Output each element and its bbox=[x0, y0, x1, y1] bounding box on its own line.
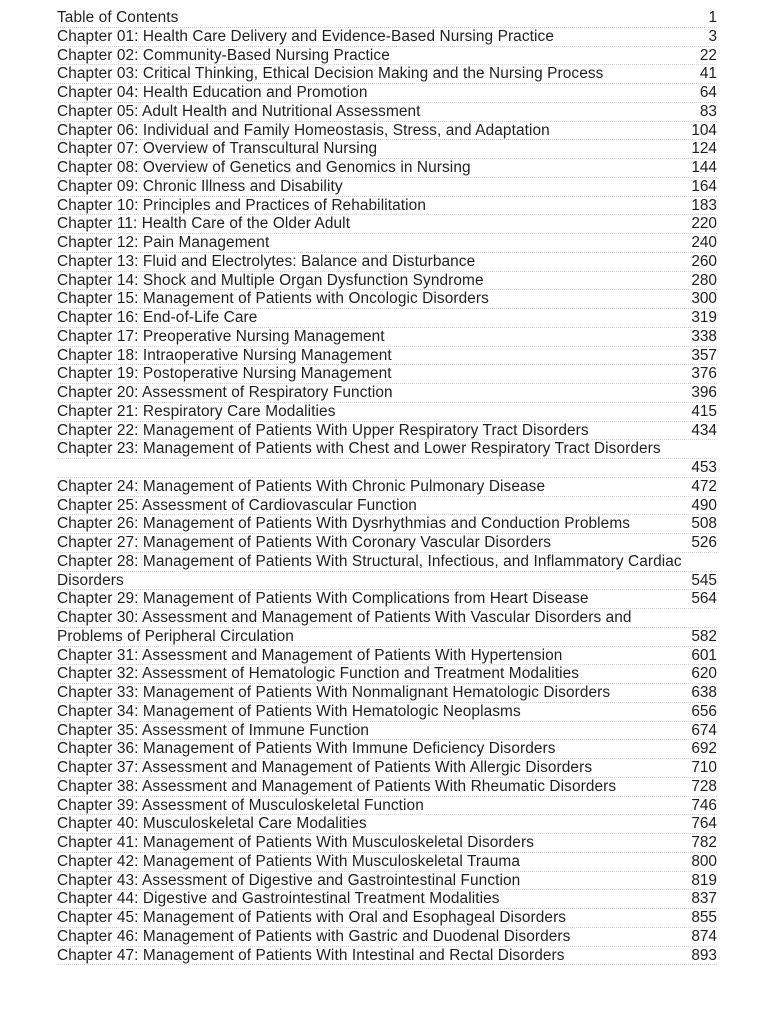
toc-entry-title: Chapter 37: Assessment and Management of Patients With Allergic Disorders bbox=[57, 759, 593, 776]
toc-entry-title: Disorders bbox=[57, 571, 124, 589]
toc-entry-title: Chapter 39: Assessment of Musculoskeletal Function bbox=[57, 796, 424, 814]
toc-row bbox=[57, 478, 717, 497]
toc-entry-page: 396 bbox=[691, 384, 717, 401]
toc-entry-title: Chapter 14: Shock and Multiple Organ Dysfunction Syndrome bbox=[57, 271, 484, 289]
toc-entry-title: Chapter 44: Digestive and Gastrointestinal Treatment Modalities bbox=[57, 890, 500, 908]
toc-entry-page: 41 bbox=[699, 65, 717, 83]
toc-entry-page: 545 bbox=[691, 571, 717, 589]
toc-entry-page: 800 bbox=[691, 852, 717, 870]
toc-entry-title: Chapter 16: End-of-Life Care bbox=[57, 309, 258, 326]
toc-row bbox=[57, 853, 717, 872]
toc-entry-page: 260 bbox=[691, 252, 717, 270]
toc-row bbox=[57, 684, 717, 703]
toc-entry-page: 728 bbox=[691, 777, 717, 795]
toc-entry-title: Chapter 05: Adult Health and Nutritional Assessment bbox=[57, 102, 421, 120]
toc-entry-page: 338 bbox=[691, 327, 717, 345]
toc-entry-title: Chapter 21: Respiratory Care Modalities bbox=[57, 402, 336, 420]
toc-row bbox=[57, 422, 717, 441]
toc-row bbox=[57, 253, 717, 272]
toc-entry-title: Chapter 30: Assessment and Management of Patients With Vascular Disorders and bbox=[57, 609, 632, 626]
toc-row bbox=[57, 572, 717, 591]
toc-entry-page: 83 bbox=[699, 102, 717, 120]
toc-row bbox=[57, 365, 717, 384]
toc-row bbox=[57, 740, 717, 759]
toc-row bbox=[57, 234, 717, 253]
toc-row bbox=[57, 722, 717, 741]
toc-entry-page: 490 bbox=[691, 496, 717, 514]
toc-entry-title: Chapter 11: Health Care of the Older Adult bbox=[57, 215, 351, 233]
toc-entry-page: 319 bbox=[691, 309, 717, 326]
toc-entry-title: Table of Contents bbox=[57, 9, 179, 26]
toc-entry-title: Chapter 10: Principles and Practices of Rehabilitation bbox=[57, 196, 426, 214]
toc-entry-title: Chapter 22: Management of Patients With Upper Respiratory Tract Disorders bbox=[57, 421, 589, 439]
toc-entry-title: Chapter 38: Assessment and Management of Patients With Rheumatic Disorders bbox=[57, 777, 617, 795]
toc-row bbox=[57, 459, 717, 478]
toc-row bbox=[57, 797, 717, 816]
toc-entry-title: Chapter 23: Management of Patients with Chest and Lower Respiratory Tract Disorders bbox=[57, 440, 661, 458]
toc-row bbox=[57, 553, 717, 572]
toc-entry-page: 819 bbox=[691, 871, 717, 889]
toc-entry-page: 656 bbox=[691, 702, 717, 720]
toc-row bbox=[57, 628, 717, 647]
toc-row bbox=[57, 84, 717, 103]
toc-entry-page: 526 bbox=[691, 534, 717, 551]
toc-entry-title: Chapter 47: Management of Patients With Intestinal and Rectal Disorders bbox=[57, 946, 565, 964]
toc-entry-title: Chapter 42: Management of Patients With Musculoskeletal Trauma bbox=[57, 852, 521, 870]
toc-entry-page: 620 bbox=[691, 665, 717, 683]
toc-entry-title: Chapter 31: Assessment and Management of Patients With Hypertension bbox=[57, 646, 563, 664]
toc-list bbox=[57, 9, 717, 965]
toc-entry-title: Chapter 02: Community-Based Nursing Practice bbox=[57, 46, 390, 64]
toc-entry-title: Chapter 17: Preoperative Nursing Management bbox=[57, 327, 385, 345]
toc-row bbox=[57, 328, 717, 347]
toc-entry-title: Chapter 01: Health Care Delivery and Evidence-Based Nursing Practice bbox=[57, 27, 554, 45]
toc-row bbox=[57, 534, 717, 553]
toc-entry-page: 837 bbox=[691, 890, 717, 908]
toc-row bbox=[57, 47, 717, 66]
toc-entry-title: Chapter 28: Management of Patients With Structural, Infectious, and Inflammatory Cardiac bbox=[57, 552, 682, 570]
toc-entry-title: Chapter 09: Chronic Illness and Disability bbox=[57, 177, 343, 195]
toc-row bbox=[57, 909, 717, 928]
toc-row bbox=[57, 928, 717, 947]
toc-entry-page: 855 bbox=[691, 909, 717, 926]
toc-entry-page: 164 bbox=[691, 177, 717, 195]
toc-row bbox=[57, 309, 717, 328]
toc-entry-page: 638 bbox=[691, 684, 717, 701]
toc-entry-page: 64 bbox=[699, 84, 717, 101]
toc-entry-title: Chapter 12: Pain Management bbox=[57, 234, 270, 251]
toc-entry-page: 300 bbox=[691, 290, 717, 308]
toc-row bbox=[57, 947, 717, 966]
toc-entry-title: Chapter 41: Management of Patients With Musculoskeletal Disorders bbox=[57, 834, 534, 851]
toc-entry-page: 601 bbox=[691, 646, 717, 664]
toc-entry-page: 144 bbox=[691, 159, 717, 176]
toc-row bbox=[57, 197, 717, 216]
toc-row bbox=[57, 122, 717, 141]
toc-entry-page: 434 bbox=[691, 421, 717, 439]
toc-entry-page: 357 bbox=[691, 346, 717, 364]
toc-row bbox=[57, 159, 717, 178]
toc-entry-title: Chapter 18: Intraoperative Nursing Management bbox=[57, 346, 392, 364]
toc-entry-page: 508 bbox=[691, 515, 717, 533]
toc-entry-page: 280 bbox=[691, 271, 717, 289]
toc-entry-page: 104 bbox=[691, 121, 717, 139]
toc-entry-page: 22 bbox=[699, 46, 717, 64]
toc-entry-title: Chapter 36: Management of Patients With Immune Deficiency Disorders bbox=[57, 740, 556, 758]
toc-row bbox=[57, 497, 717, 516]
toc-row bbox=[57, 647, 717, 666]
toc-row bbox=[57, 872, 717, 891]
toc-entry-page: 692 bbox=[691, 740, 717, 758]
toc-entry-title: Chapter 43: Assessment of Digestive and Gastrointestinal Function bbox=[57, 871, 521, 889]
toc-entry-title: Chapter 13: Fluid and Electrolytes: Balance and Disturbance bbox=[57, 252, 476, 270]
toc-entry-page: 710 bbox=[691, 759, 717, 776]
toc-row bbox=[57, 703, 717, 722]
toc-entry-title: Chapter 24: Management of Patients With Chronic Pulmonary Disease bbox=[57, 477, 546, 495]
toc-entry-page: 1 bbox=[708, 9, 717, 26]
toc-entry-page: 472 bbox=[691, 477, 717, 495]
toc-entry-title: Chapter 06: Individual and Family Homeostasis, Stress, and Adaptation bbox=[57, 121, 550, 139]
toc-row bbox=[57, 834, 717, 853]
toc-row bbox=[57, 590, 717, 609]
toc-entry-title: Chapter 40: Musculoskeletal Care Modalities bbox=[57, 815, 367, 833]
toc-entry-page: 124 bbox=[691, 140, 717, 158]
toc-entry-title: Chapter 29: Management of Patients With Complications from Heart Disease bbox=[57, 590, 589, 608]
toc-row bbox=[57, 890, 717, 909]
toc-row bbox=[57, 9, 717, 28]
toc-entry-page: 3 bbox=[708, 27, 717, 45]
toc-entry-page: 376 bbox=[691, 365, 717, 383]
toc-row bbox=[57, 347, 717, 366]
toc-entry-title: Chapter 19: Postoperative Nursing Management bbox=[57, 365, 392, 383]
toc-entry-title: Chapter 32: Assessment of Hematologic Function and Treatment Modalities bbox=[57, 665, 580, 683]
toc-row bbox=[57, 759, 717, 778]
toc-row bbox=[57, 65, 717, 84]
toc-entry-page: 453 bbox=[691, 459, 717, 476]
toc-row bbox=[57, 440, 717, 459]
toc-row bbox=[57, 609, 717, 628]
toc-row bbox=[57, 384, 717, 403]
toc-entry-title: Chapter 04: Health Education and Promotion bbox=[57, 84, 368, 101]
toc-entry-page: 415 bbox=[691, 402, 717, 420]
toc-entry-page: 874 bbox=[691, 927, 717, 945]
toc-row bbox=[57, 140, 717, 159]
toc-entry-title: Chapter 26: Management of Patients With Dysrhythmias and Conduction Problems bbox=[57, 515, 631, 533]
toc-entry-title: Problems of Peripheral Circulation bbox=[57, 627, 294, 645]
toc-entry-title: Chapter 27: Management of Patients With Coronary Vascular Disorders bbox=[57, 534, 552, 551]
toc-row bbox=[57, 178, 717, 197]
toc-entry-title: Chapter 08: Overview of Genetics and Genomics in Nursing bbox=[57, 159, 471, 176]
toc-entry-title: Chapter 46: Management of Patients with Gastric and Duodenal Disorders bbox=[57, 927, 571, 945]
toc-row bbox=[57, 515, 717, 534]
toc-entry-title: Chapter 07: Overview of Transcultural Nursing bbox=[57, 140, 378, 158]
toc-row bbox=[57, 403, 717, 422]
toc-row bbox=[57, 28, 717, 47]
toc-entry-page: 674 bbox=[691, 721, 717, 739]
toc-entry-page: 746 bbox=[691, 796, 717, 814]
toc-row bbox=[57, 815, 717, 834]
toc-entry-title: Chapter 25: Assessment of Cardiovascular Function bbox=[57, 496, 417, 514]
toc-entry-title: Chapter 34: Management of Patients With Hematologic Neoplasms bbox=[57, 702, 521, 720]
toc-entry-page: 764 bbox=[691, 815, 717, 833]
toc-entry-title: Chapter 33: Management of Patients With Nonmalignant Hematologic Disorders bbox=[57, 684, 611, 701]
toc-entry-page: 220 bbox=[691, 215, 717, 233]
toc-entry-page: 183 bbox=[691, 196, 717, 214]
toc-entry-page: 893 bbox=[691, 946, 717, 964]
toc-row bbox=[57, 272, 717, 291]
toc-row bbox=[57, 290, 717, 309]
toc-row bbox=[57, 215, 717, 234]
toc-row bbox=[57, 103, 717, 122]
toc-entry-page: 564 bbox=[691, 590, 717, 608]
toc-entry-title: Chapter 45: Management of Patients with Oral and Esophageal Disorders bbox=[57, 909, 567, 926]
toc-entry-page: 782 bbox=[691, 834, 717, 851]
toc-row bbox=[57, 778, 717, 797]
toc-entry-title: Chapter 35: Assessment of Immune Function bbox=[57, 721, 370, 739]
toc-entry-title: Chapter 20: Assessment of Respiratory Function bbox=[57, 384, 393, 401]
toc-entry-title: Chapter 15: Management of Patients with Oncologic Disorders bbox=[57, 290, 489, 308]
toc-entry-page: 240 bbox=[691, 234, 717, 251]
toc-row bbox=[57, 665, 717, 684]
toc-entry-page: 582 bbox=[691, 627, 717, 645]
toc-entry-title: Chapter 03: Critical Thinking, Ethical Decision Making and the Nursing Process bbox=[57, 65, 604, 83]
